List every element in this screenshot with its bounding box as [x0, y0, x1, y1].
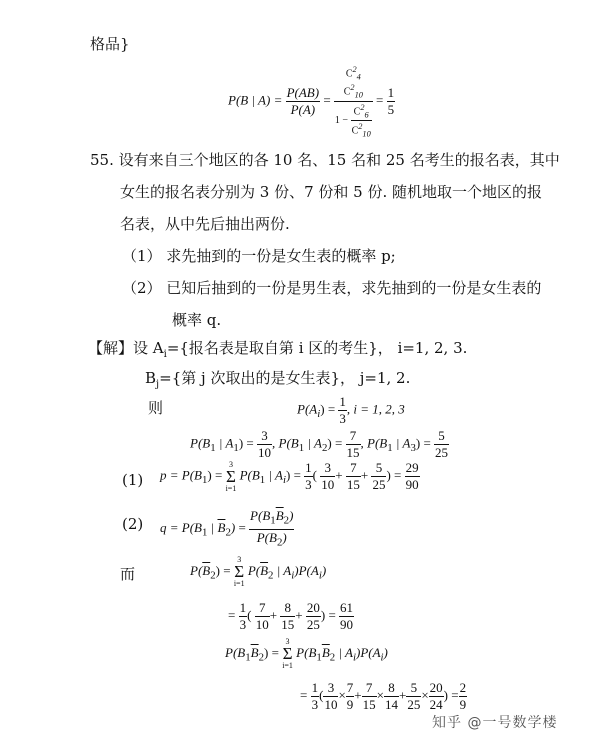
problem-line-3: 名表，从中先后抽出两份. — [120, 215, 290, 233]
joint-probability-formula: $P(B_1\overline{B}_2)$ = 3 Σ i=1 $P(B_1\overline{B}_2$ | $A_i)P(A_i)$ — [225, 637, 388, 670]
likelihoods-formula: $P(B_1$ | $A_1$) = $\frac{3}{10}$ , $P(B_1$ | $A_2$) = $\frac{7}{15}$ , $P(B_1$ | $A_3$) = $\frac{5}{25}$ — [190, 428, 449, 460]
event-b-definition: $B_j=${第 j 次取出的是女生表}， j=1, 2. — [145, 369, 411, 390]
question-1: （1） 求先抽到的一份是女生表的概率 p; — [122, 247, 396, 265]
then-label: 则 — [148, 399, 164, 417]
total-probability-evaluation: = $\frac{1}{3}$ ( $\frac{7}{10}$ + $\frac{8}{15}$ + $\frac{20}{25}$ ) = $\frac{61}{90}$ — [228, 600, 354, 632]
problem-line-2: 女生的报名表分别为 3 份、7 份和 5 份. 随机地取一个地区的报 — [120, 183, 543, 201]
compound-fraction: $C^2_4$ $C^2_{10}$ 1 − $\frac{C^2_6}{C^2_{10}}$ — [334, 65, 371, 139]
question-2: （2） 已知后抽到的一份是男生表，求先抽到的一份是女生表的 — [122, 279, 542, 297]
part-1-label: (1) — [122, 471, 144, 489]
page-fragment-text: 格品} — [90, 35, 130, 53]
total-probability-formula: $P(\overline{B}_2)$ = 3 Σ i=1 $P(\overline{B}_2$ | $A_i)P(A_i)$ — [190, 555, 327, 588]
conditional-probability-formula: P(B | A) = $\frac{P(AB)}{P(A)}$ = $C^2_4$ $C^2_{10}$ 1 − $\frac{C^2_6}{C^2_{10}}$ = $\frac{1}{5}$ — [228, 65, 395, 139]
problem-line-1: 55. 设有来自三个地区的各 10 名、15 名和 25 名考生的报名表，其中 — [90, 151, 560, 169]
conjunction-label: 而 — [120, 565, 136, 583]
solution-header: 【解】设 $A_i=${报名表是取自第 i 区的考生}， i=1, 2, 3. — [88, 339, 468, 360]
part-1-formula: $p = P(B_1)$ = 3 Σ i=1 $P(B_1$ | $A_i$) = $\frac{1}{3}$ ( $\frac{3}{10}$ + $\frac{7}{15}$ + $\frac{5}{25}$ ) = $\frac{29}{90}$ — [160, 459, 419, 493]
watermark: 知乎 @一号数学楼 — [432, 715, 558, 731]
fraction: $\frac{P(AB)}{P(A)}$ — [286, 85, 320, 118]
joint-probability-evaluation: = $\frac{1}{3}$ ( $\frac{3}{10}$ × $\frac{7}{9}$ + $\frac{7}{15}$ × $\frac{8}{14}$ + $\frac{5}{25}$ × $\frac{20}{24}$ ) = $\frac{2}{9}$ — [300, 680, 467, 712]
question-2-continued: 概率 q. — [172, 311, 222, 329]
part-2-formula: $q = P(B_1$ | $\overline{B}_2$) = $\frac{P(B_1\overline{B}_2)}{P(B_2)}$ — [160, 508, 294, 549]
prior-probability-formula: $P(A_i)$ = $\frac{1}{3}$ , i = 1, 2, 3 — [297, 394, 405, 426]
part-2-label: (2) — [122, 515, 144, 533]
